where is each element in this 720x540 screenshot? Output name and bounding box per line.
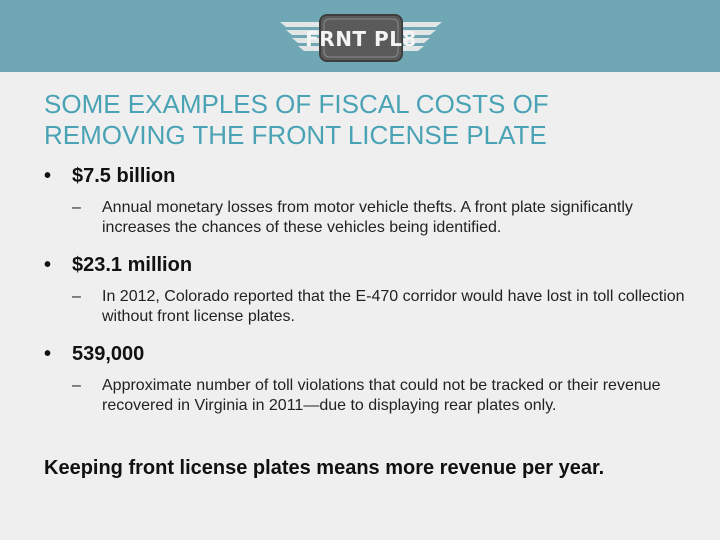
- sub-bullet-text: Approximate number of toll violations that could not be tracked or their revenue recovered in Virginia in 2011—due to displaying rear plates only.: [102, 377, 661, 414]
- bullet-dot-icon: •: [44, 254, 52, 276]
- sub-bullet-item: [72, 198, 694, 238]
- bullet-dot-icon: •: [44, 165, 52, 187]
- header-banner: [0, 0, 720, 72]
- slide-title: [44, 89, 684, 151]
- winged-license-plate-icon: [276, 6, 446, 70]
- bullet-list: [44, 163, 694, 416]
- dash-icon: –: [72, 199, 81, 216]
- sub-bullet-text: In 2012, Colorado reported that the E-470 corridor would have lost in toll collection without front license plates.: [102, 288, 685, 325]
- sub-bullet-item: [72, 376, 694, 416]
- conclusion-text: Keeping front license plates means more revenue per year.: [44, 457, 605, 479]
- bullet-item: [44, 163, 694, 189]
- dash-icon: –: [72, 288, 81, 305]
- bullet-item: [44, 252, 694, 278]
- sub-bullet-text: Annual monetary losses from motor vehicle thefts. A front plate significantly increases the chances of these vehicles being identified.: [102, 199, 633, 236]
- bullet-dot-icon: •: [44, 343, 52, 365]
- logo-text: FRNT PL8: [305, 27, 417, 51]
- slide-title-line-2: REMOVING THE FRONT LICENSE PLATE: [44, 120, 547, 150]
- slide-title-line-1: SOME EXAMPLES OF FISCAL COSTS OF: [44, 89, 549, 119]
- bullet-heading: $7.5 billion: [72, 165, 176, 187]
- sub-bullet-item: [72, 287, 694, 327]
- dash-icon: –: [72, 377, 81, 394]
- bullet-item: [44, 341, 694, 367]
- bullet-heading: $23.1 million: [72, 254, 193, 276]
- bullet-heading: 539,000: [72, 343, 145, 365]
